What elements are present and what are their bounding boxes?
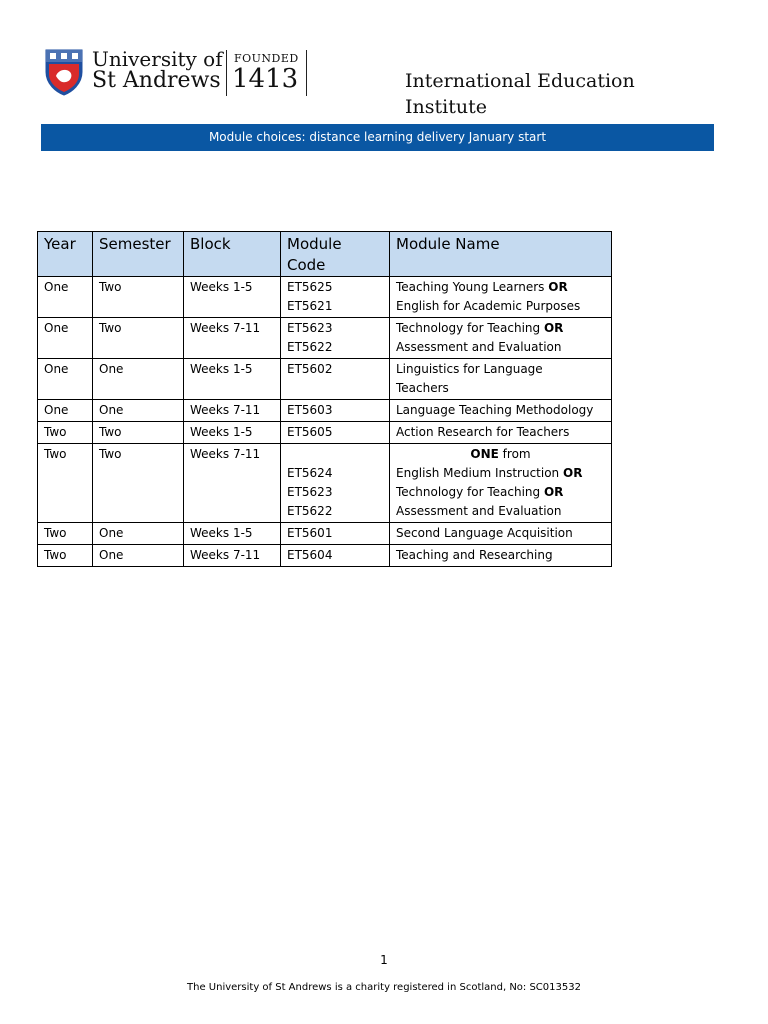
or-label: OR xyxy=(563,466,583,480)
institute-name: International Education Institute xyxy=(405,70,635,118)
module-name: Assessment and Evaluation xyxy=(396,504,562,518)
cell-block: Weeks 1-5 xyxy=(184,523,281,545)
module-name: Technology for Teaching xyxy=(396,321,541,335)
university-name-line1: University of xyxy=(92,47,223,71)
cell-code: ET5605 xyxy=(281,422,390,444)
cell-name xyxy=(390,359,612,400)
cell-block: Weeks 7-11 xyxy=(184,444,281,523)
module-name: English for Academic Purposes xyxy=(396,299,581,313)
page-number: 1 xyxy=(380,953,388,967)
cell-year: Two xyxy=(38,545,93,567)
cell-block: Weeks 1-5 xyxy=(184,359,281,400)
cell-code xyxy=(281,444,390,523)
table-row xyxy=(38,318,612,359)
cell-year: One xyxy=(38,277,93,318)
choice-one-label: ONE xyxy=(470,447,499,461)
cell-name xyxy=(390,444,612,523)
module-name: Assessment and Evaluation xyxy=(396,340,562,354)
module-code: ET5624 xyxy=(287,466,333,480)
table-header-row xyxy=(38,232,612,277)
module-name: Linguistics for Language xyxy=(396,362,543,376)
founded-label: FOUNDED xyxy=(234,52,299,65)
or-label: OR xyxy=(543,485,564,499)
divider xyxy=(306,50,307,96)
table-row xyxy=(38,444,612,523)
module-code: ET5625 xyxy=(287,280,333,294)
cell-code xyxy=(281,318,390,359)
header-block: Block xyxy=(184,232,281,277)
university-name-line2: St Andrews xyxy=(92,68,221,93)
module-name: English Medium Instruction xyxy=(396,466,560,480)
table-row xyxy=(38,359,612,400)
cell-code: ET5601 xyxy=(281,523,390,545)
cell-code xyxy=(281,359,390,400)
cell-block: Weeks 7-11 xyxy=(184,545,281,567)
cell-year: One xyxy=(38,318,93,359)
module-code: ET5621 xyxy=(287,299,333,313)
table-row xyxy=(38,422,612,444)
table-row xyxy=(38,400,612,422)
cell-name: Second Language Acquisition xyxy=(390,523,612,545)
cell-year: Two xyxy=(38,422,93,444)
cell-name: Teaching and Researching xyxy=(390,545,612,567)
university-crest-icon xyxy=(44,48,84,96)
cell-year: One xyxy=(38,400,93,422)
founded-year: 1413 xyxy=(232,64,299,94)
university-logo xyxy=(44,46,344,102)
cell-block: Weeks 7-11 xyxy=(184,400,281,422)
module-name: Teachers xyxy=(396,381,449,395)
page-footer: The University of St Andrews is a charity registered in Scotland, No: SC013532 xyxy=(187,982,581,993)
cell-semester: One xyxy=(93,523,184,545)
header-module-name: Module Name xyxy=(390,232,612,277)
cell-semester: Two xyxy=(93,444,184,523)
or-label: OR xyxy=(548,280,568,294)
cell-block: Weeks 7-11 xyxy=(184,318,281,359)
module-code: ET5602 xyxy=(287,362,333,376)
cell-code xyxy=(281,277,390,318)
cell-semester: Two xyxy=(93,277,184,318)
page-banner: Module choices: distance learning delivery January start xyxy=(41,124,714,151)
cell-name: Language Teaching Methodology xyxy=(390,400,612,422)
cell-code: ET5603 xyxy=(281,400,390,422)
module-name: Teaching Young Learners xyxy=(396,280,545,294)
cell-semester: Two xyxy=(93,318,184,359)
cell-name xyxy=(390,277,612,318)
cell-year: Two xyxy=(38,444,93,523)
cell-year: Two xyxy=(38,523,93,545)
or-label: OR xyxy=(543,321,564,335)
cell-block: Weeks 1-5 xyxy=(184,422,281,444)
header-year: Year xyxy=(38,232,93,277)
cell-semester: One xyxy=(93,545,184,567)
cell-block: Weeks 1-5 xyxy=(184,277,281,318)
cell-semester: One xyxy=(93,359,184,400)
module-code: ET5622 xyxy=(287,340,333,354)
cell-year: One xyxy=(38,359,93,400)
cell-semester: Two xyxy=(93,422,184,444)
module-code: ET5623 xyxy=(287,321,333,335)
module-code: ET5622 xyxy=(287,504,333,518)
module-name: Technology for Teaching xyxy=(396,485,541,499)
header-module-code: Module Code xyxy=(281,232,390,277)
module-code: ET5623 xyxy=(287,485,333,499)
table-row xyxy=(38,277,612,318)
module-table xyxy=(37,231,612,567)
cell-semester: One xyxy=(93,400,184,422)
cell-code: ET5604 xyxy=(281,545,390,567)
divider xyxy=(226,50,227,96)
table-row xyxy=(38,545,612,567)
choice-from-label: from xyxy=(502,447,531,461)
cell-name: Action Research for Teachers xyxy=(390,422,612,444)
cell-name xyxy=(390,318,612,359)
table-row xyxy=(38,523,612,545)
header-semester: Semester xyxy=(93,232,184,277)
